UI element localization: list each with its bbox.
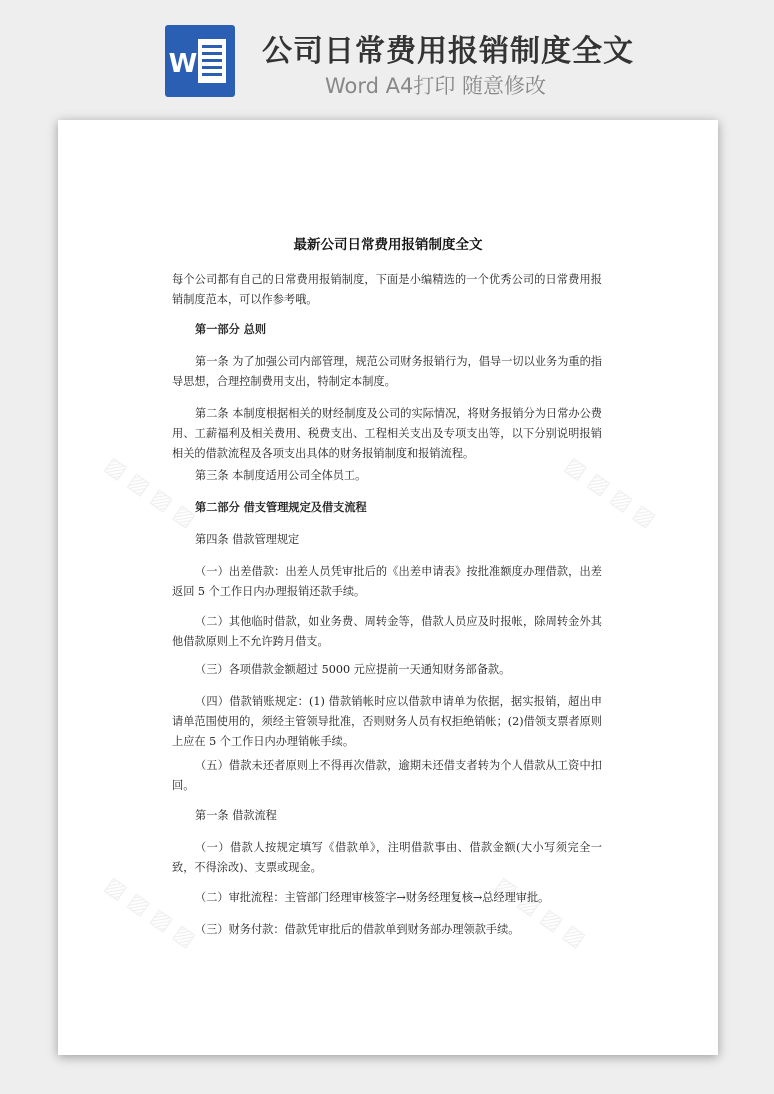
item-2: （二）其他临时借款，如业务费、周转金等，借款人员应及时报帐，除周转金外其他借款原则上不允许跨月借支。 (172, 615, 602, 648)
banner-title: 公司日常费用报销制度全文 (262, 34, 634, 69)
flow-1: （一）借款人按规定填写《借款单》，注明借款事由、借款金额(大小写须完全一致，不得涂改)、支票或现金。 (172, 841, 602, 874)
article-1b: 第一条 借款流程 (195, 809, 277, 822)
item-3: （三）各项借款金额超过 5000 元应提前一天通知财务部备款。 (195, 663, 511, 676)
flow-2: （二）审批流程：主管部门经理审核签字→财务经理复核→总经理审批。 (195, 891, 550, 904)
document-page (58, 120, 718, 1055)
article-2: 第二条 本制度根据相关的财经制度及公司的实际情况，将财务报销分为日常办公费用、工薪福利及相关费用、税费支出、工程相关支出及专项支出等，以下分别说明报销相关的借款流程及各项支出具体的财务报销制度和报销流程。 (172, 407, 602, 460)
watermark-decoration: ▨ ▨ ▨ ▨ (100, 872, 200, 953)
word-icon (165, 25, 235, 97)
banner-subtitle: Word A4打印 随意修改 (325, 74, 547, 98)
part1-heading: 第一部分 总则 (195, 323, 267, 336)
item-4: （四）借款销账规定：(1) 借款销帐时应以借款申请单为依据，据实报销，超出申请单范围使用的，须经主管领导批准，否则财务人员有权拒绝销帐；(2)借领支票者原则上应在 5 个工作日内办理销帐手续。 (172, 695, 602, 748)
intro-paragraph: 每个公司都有自己的日常费用报销制度，下面是小编精选的一个优秀公司的日常费用报销制度范本，可以作参考哦。 (172, 273, 602, 306)
watermark-decoration: ▨ ▨ ▨ ▨ (100, 452, 200, 533)
watermark-decoration: ▨ ▨ ▨ ▨ (560, 452, 660, 533)
watermark-decoration: ▨ ▨ ▨ ▨ (490, 872, 590, 953)
item-5: （五）借款未还者原则上不得再次借款，逾期未还借支者转为个人借款从工资中扣回。 (172, 759, 602, 792)
flow-3: （三）财务付款：借款凭审批后的借款单到财务部办理领款手续。 (195, 923, 520, 936)
article-1: 第一条 为了加强公司内部管理，规范公司财务报销行为，倡导一切以业务为重的指导思想，合理控制费用支出，特制定本制度。 (172, 355, 602, 388)
word-logo-letter: W (168, 49, 198, 79)
banner (0, 0, 774, 110)
article-3: 第三条 本制度适用公司全体员工。 (195, 469, 367, 482)
item-1: （一）出差借款：出差人员凭审批后的《出差申请表》按批准额度办理借款，出差返回 5 个工作日内办理报销还款手续。 (172, 565, 602, 598)
document-title: 最新公司日常费用报销制度全文 (293, 237, 483, 253)
part2-heading: 第二部分 借支管理规定及借支流程 (195, 501, 367, 514)
article-4: 第四条 借款管理规定 (195, 533, 300, 546)
